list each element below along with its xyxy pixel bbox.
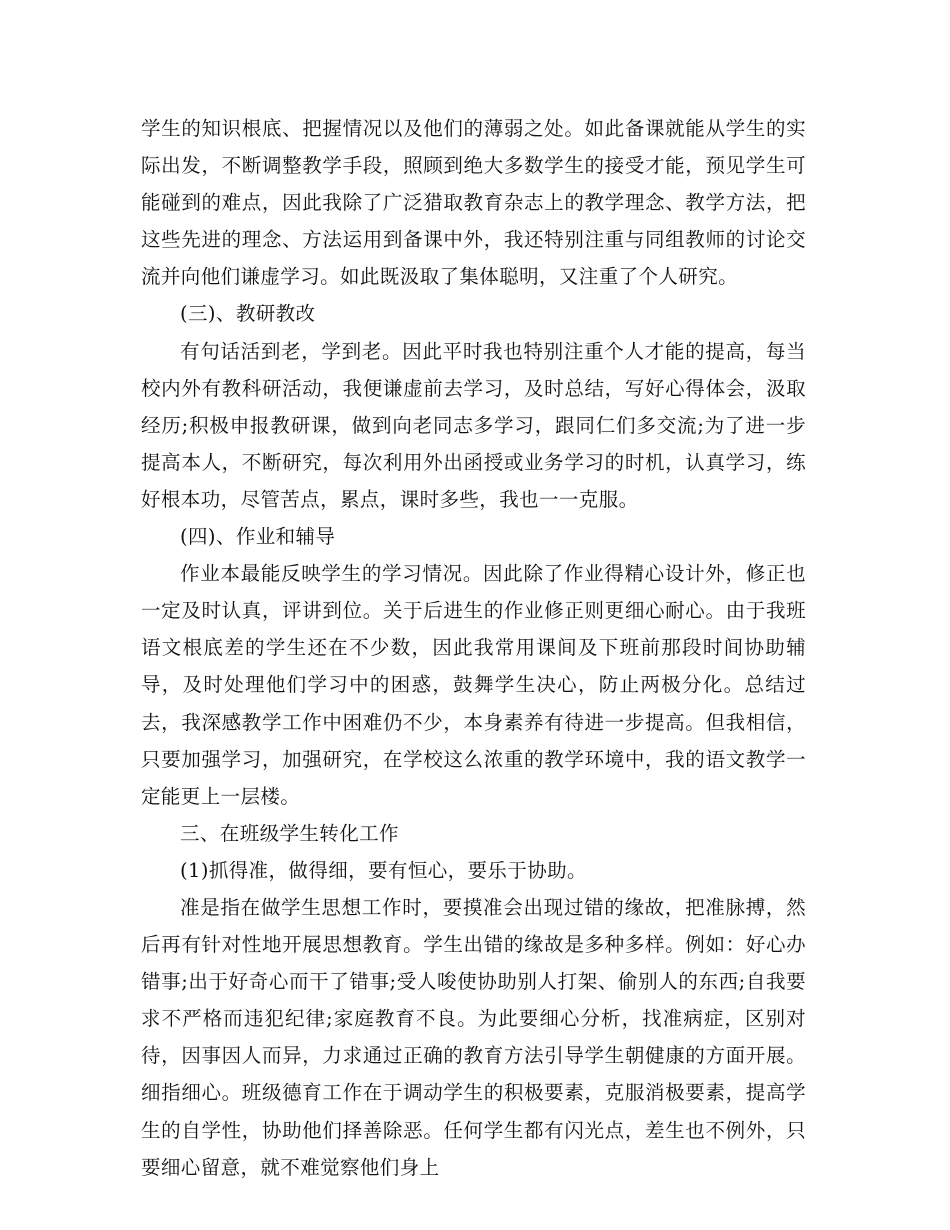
paragraph-body: 有句话活到老，学到老。因此平时我也特别注重个人才能的提高，每当校内外有教科研活动，我便谦虚前去学习，及时总结，写好心得体会，汲取经历;积极申报教研课，做到向老同志多学习，跟同仁们多交流;为了进一步提高本人，不断研究，每次利用外出函授或业务学习的时机，认真学习，练好根本功，尽管苦点，累点，课时多些，我也一一克服。 [141, 339, 806, 511]
paragraph-body: 作业本最能反映学生的学习情况。因此除了作业得精心设计外，修正也一定及时认真，评讲到位。关于后进生的作业修正则更细心耐心。由于我班语文根底差的学生还在不少数，因此我常用课间及下班前那段时间协助辅导，及时处理他们学习中的困惑，鼓舞学生决心，防止两极分化。总结过去，我深感教学工作中困难仍不少，本身素养有待进一步提高。但我相信，只要加强学习，加强研究，在学校这么浓重的教学环境中，我的语文教学一定能更上一层楼。 [141, 562, 806, 808]
document-body [141, 110, 806, 1186]
paragraph-body: 学生的知识根底、把握情况以及他们的薄弱之处。如此备课就能从学生的实际出发，不断调整教学手段，照顾到绝大多数学生的接受才能，预见学生可能碰到的难点，因此我除了广泛猎取教育杂志上的教学理念、教学方法，把这些先进的理念、方法运用到备课中外，我还特别注重与同组教师的讨论交流并向他们谦虚学习。如此既汲取了集体聪明，又注重了个人研究。 [141, 117, 806, 289]
paragraph-body: 准是指在做学生思想工作时，要摸准会出现过错的缘故，把准脉搏，然后再有针对性地开展思想教育。学生出错的缘故是多种多样。例如：好心办错事;出于好奇心而干了错事;受人唆使协助别人打架、偷别人的东西;自我要求不严格而违犯纪律;家庭教育不良。为此要细心分析，找准病症，区别对待，因事因人而异，力求通过正确的教育方法引导学生朝健康的方面开展。细指细心。班级德育工作在于调动学生的积极要素，克服消极要素，提高学生的自学性，协助他们择善除恶。任何学生都有闪光点，差生也不例外，只要细心留意，就不难觉察他们身上 [141, 895, 806, 1179]
section-heading-teaching-research: (三)、教研教改 [180, 302, 316, 326]
sub-heading-point-1: (1)抓得准，做得细，要有恒心，要乐于协助。 [180, 858, 587, 882]
section-heading-class-work: 三、在班级学生转化工作 [180, 821, 399, 845]
section-heading-homework: (四)、作业和辅导 [180, 525, 336, 549]
